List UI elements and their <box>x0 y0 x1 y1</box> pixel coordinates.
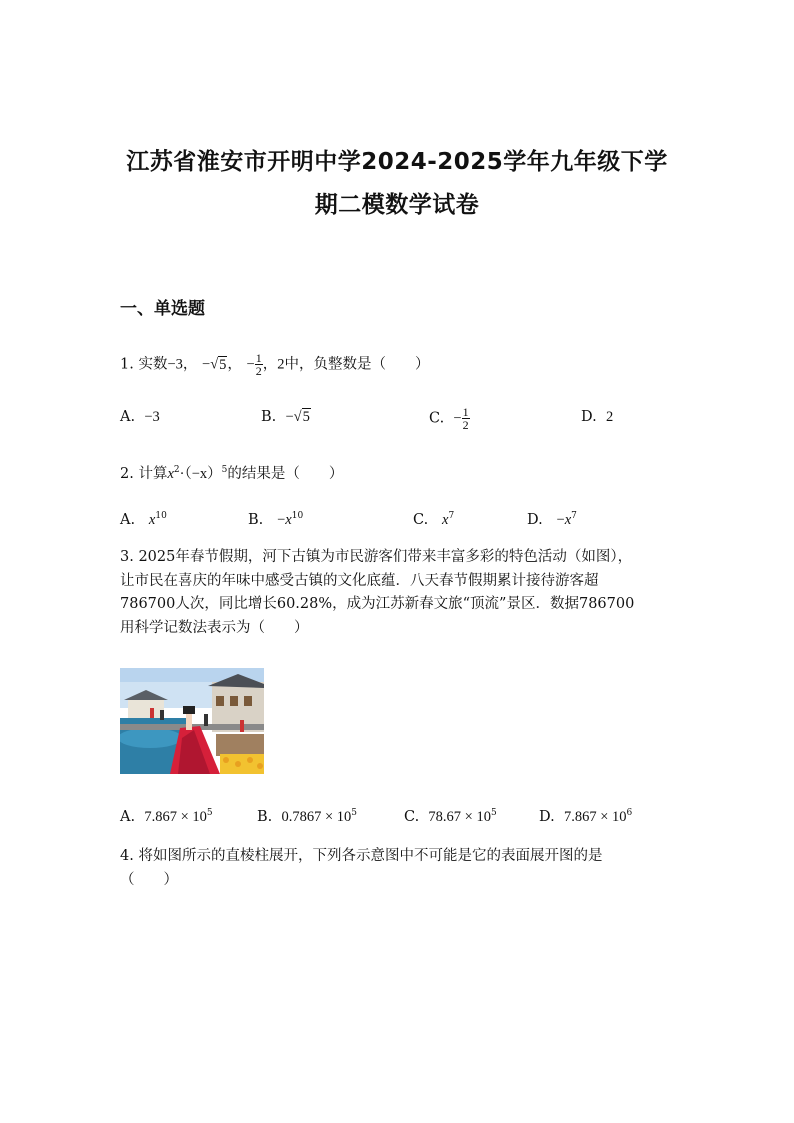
fraction: $\frac{1}{2}$ <box>255 351 262 378</box>
question-number: 1. <box>120 356 134 373</box>
sqrt-expression: √5 <box>210 356 227 373</box>
q1-option-d: D. 2 <box>581 409 614 425</box>
q2-option-c: C. $x^7$ <box>413 511 455 528</box>
q3-option-b: B. $0.7867 \times 10^5$ <box>257 808 358 825</box>
fraction: $\frac{1}{2}$ <box>462 405 469 432</box>
q1-option-c: C. − $\frac{1}{2}$ <box>429 405 469 432</box>
q2-option-d: D. $-x^7$ <box>527 511 577 528</box>
document-title-line-1: 江苏省淮安市开明中学2024-2025学年九年级下学 <box>126 149 668 175</box>
question-4: 4. 将如图所示的直棱柱展开，下列各示意图中不可能是它的表面展开图的是 （ ） <box>120 848 603 888</box>
q2-option-b: B. $-x^{10}$ <box>248 511 304 528</box>
q1-option-a: A. −3 <box>120 409 160 425</box>
q3-option-d: D. $7.867 \times 10^6$ <box>539 808 633 825</box>
q2-option-a: A. $x^{10}$ <box>120 511 167 528</box>
question-1: 1. 实数−3， −√5， − $\frac{1}{2}$ ，2中，负整数是（ ） <box>120 351 430 378</box>
document-title-line-2: 期二模数学试卷 <box>314 192 480 218</box>
q1-option-b: B. −√5 <box>261 409 310 425</box>
festival-photo-illustration <box>120 668 264 774</box>
festival-photo <box>120 668 264 774</box>
sqrt-expression: √5 <box>293 409 310 425</box>
question-3: 3. 2025年春节假期，河下古镇为市民游客们带来丰富多彩的特色活动（如图）， 让市民在喜庆的年味中感受古镇的文化底蕴．八天春节假期累计接待游客超 786700人次，同比增长60.28%，成为江苏新春文旅“顶流”景区．数据786700 用科学记数法表示为（ ） <box>120 549 635 636</box>
question-2: 2. 计算$x^2\cdot(-x)^5$的结果是（ ） <box>120 465 344 482</box>
section-heading: 一、单选题 <box>120 299 205 319</box>
q3-option-c: C. $78.67 \times 10^5$ <box>404 808 497 825</box>
question-text: 实数 <box>138 356 168 373</box>
q3-option-a: A. $7.867 \times 10^5$ <box>120 808 213 825</box>
